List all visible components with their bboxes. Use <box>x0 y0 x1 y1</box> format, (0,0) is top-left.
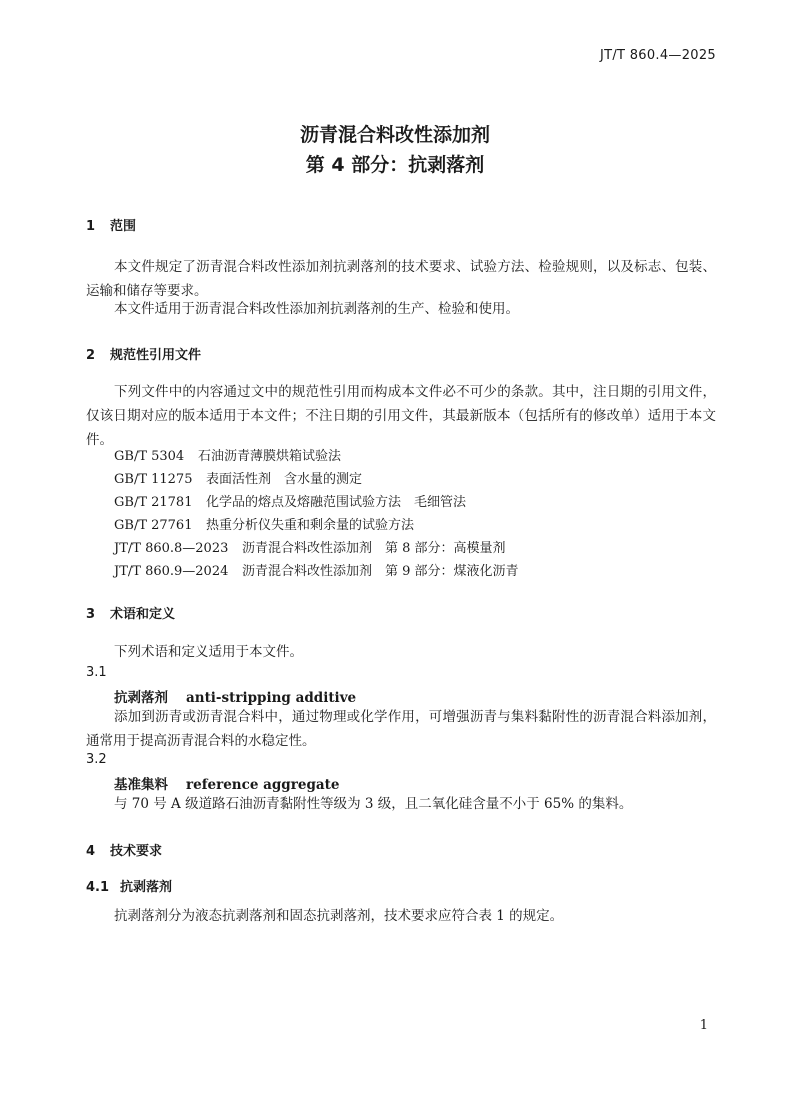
paragraph: 本文件规定了沥青混合料改性添加剂抗剥落剂的技术要求、试验方法、检验规则，以及标志、包装、运输和储存等要求。 <box>86 259 716 299</box>
term-definition: 与 70 号 A 级道路石油沥青黏附性等级为 3 级，且二氧化硅含量不小于 65% 的集料。 <box>114 796 633 812</box>
reference-name: 化学品的熔点及熔融范围试验方法 毛细管法 <box>206 495 467 510</box>
reference-code: GB/T 21781 <box>114 495 193 510</box>
reference-name: 沥青混合料改性添加剂 第 8 部分：高模量剂 <box>242 541 506 556</box>
subsection-4-1-heading <box>86 876 172 895</box>
paragraph: 抗剥落剂分为液态抗剥落剂和固态抗剥落剂，技术要求应符合表 1 的规定。 <box>114 908 564 924</box>
reference-item <box>114 491 466 515</box>
paragraph: 下列术语和定义适用于本文件。 <box>114 644 303 660</box>
reference-code: GB/T 27761 <box>114 518 193 533</box>
term-number: 3.1 <box>86 665 107 680</box>
reference-name: 石油沥青薄膜烘箱试验法 <box>198 449 342 464</box>
section-3-heading <box>86 603 175 622</box>
paragraph: 本文件适用于沥青混合料改性添加剂抗剥落剂的生产、检验和使用。 <box>114 301 519 317</box>
reference-item <box>114 560 519 584</box>
section-number: 3 <box>86 607 96 622</box>
reference-code: JT/T 860.8—2023 <box>114 541 229 556</box>
section-title: 规范性引用文件 <box>110 348 202 363</box>
doc-subtitle: 第 4 部分：抗剥落剂 <box>305 154 485 176</box>
term-chinese: 基准集料 <box>114 777 168 793</box>
doc-title: 沥青混合料改性添加剂 <box>299 124 490 146</box>
section-title: 术语和定义 <box>110 607 176 622</box>
reference-name: 沥青混合料改性添加剂 第 9 部分：煤液化沥青 <box>242 564 519 579</box>
reference-item <box>114 514 414 538</box>
term-number: 3.2 <box>86 752 107 767</box>
subsection-title: 抗剥落剂 <box>120 880 173 895</box>
section-1-heading <box>86 215 136 234</box>
term-definition: 添加到沥青或沥青混合料中，通过物理或化学作用，可增强沥青与集料黏附性的沥青混合料添加剂，通常用于提高沥青混合料的水稳定性。 <box>86 709 716 749</box>
standard-code: JT/T 860.4—2025 <box>599 48 716 63</box>
reference-item <box>114 468 362 492</box>
section-title: 范围 <box>110 219 137 234</box>
section-number: 1 <box>86 219 96 234</box>
subsection-number: 4.1 <box>86 880 110 895</box>
term-english: reference aggregate <box>186 777 340 793</box>
section-2-heading <box>86 344 201 363</box>
page-number: 1 <box>699 1018 708 1033</box>
term-entry <box>114 773 339 793</box>
reference-code: JT/T 860.9—2024 <box>114 564 229 579</box>
term-chinese: 抗剥落剂 <box>114 690 168 706</box>
reference-code: GB/T 5304 <box>114 449 185 464</box>
reference-name: 热重分析仪失重和剩余量的试验方法 <box>206 518 415 533</box>
section-number: 4 <box>86 844 96 859</box>
reference-item <box>114 445 341 469</box>
section-title: 技术要求 <box>110 844 163 859</box>
reference-code: GB/T 11275 <box>114 472 193 487</box>
reference-item <box>114 537 506 561</box>
term-english: anti-stripping additive <box>186 690 357 706</box>
reference-name: 表面活性剂 含水量的测定 <box>206 472 363 487</box>
term-entry <box>114 686 356 706</box>
paragraph: 下列文件中的内容通过文中的规范性引用而构成本文件必不可少的条款。其中，注日期的引用文件，仅该日期对应的版本适用于本文件；不注日期的引用文件，其最新版本（包括所有的修改单）适用于本文件。 <box>86 384 716 448</box>
section-number: 2 <box>86 348 96 363</box>
section-4-heading <box>86 840 162 859</box>
